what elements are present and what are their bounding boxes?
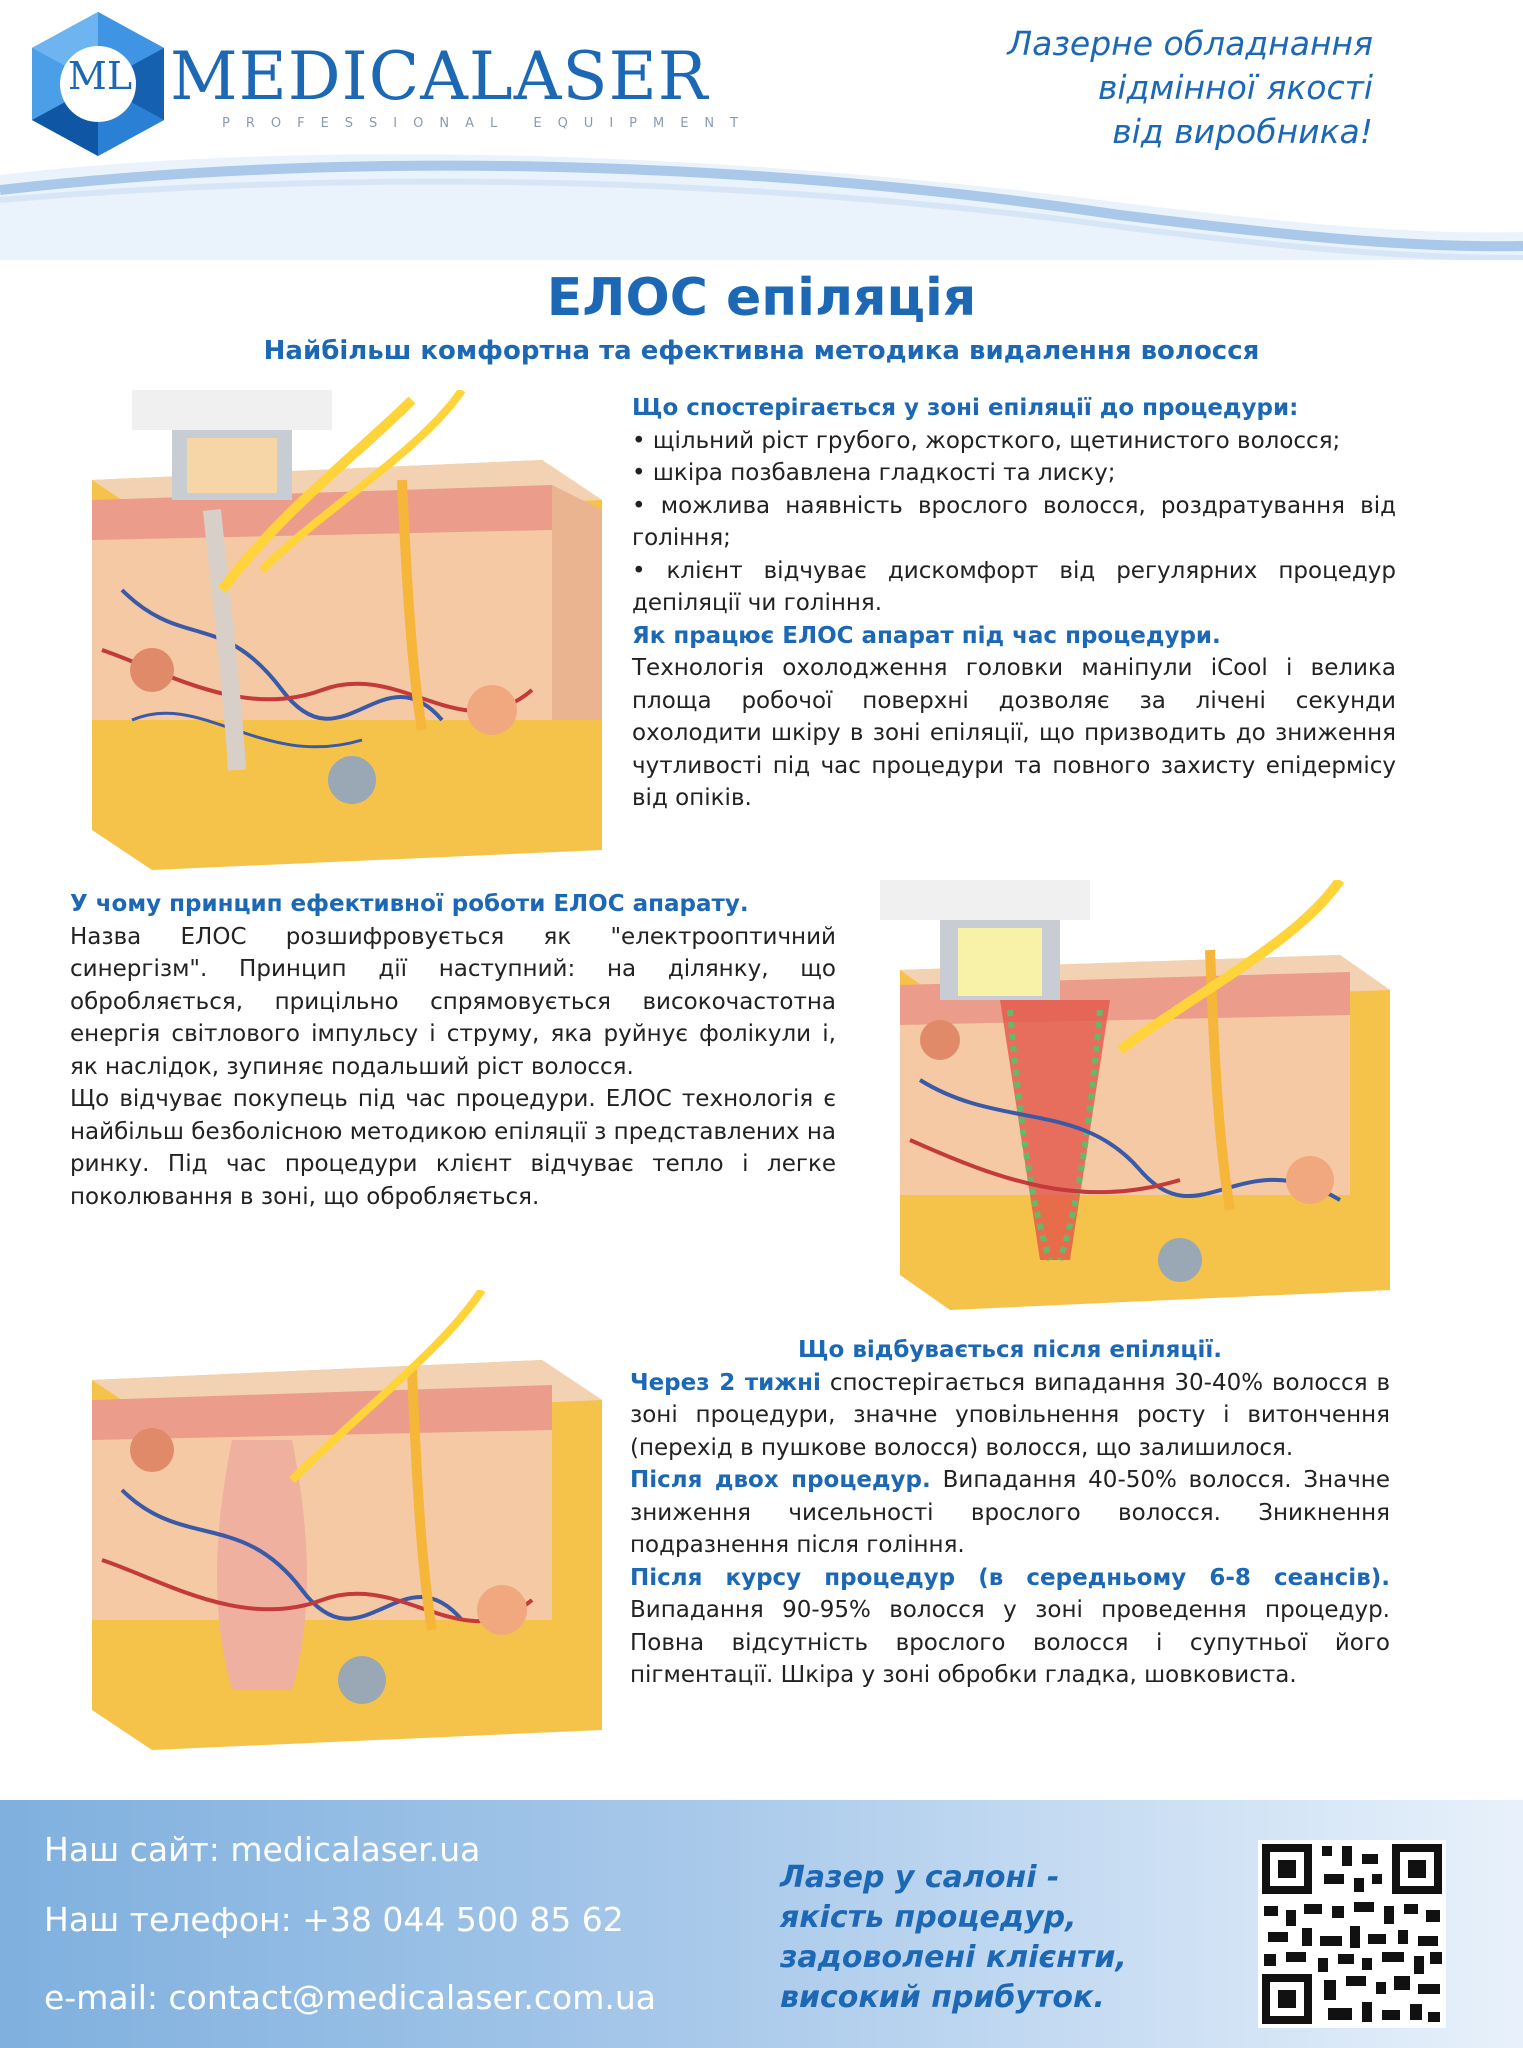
section-heading: Що відбувається після епіляції.: [798, 1337, 1222, 1363]
footer-slogan: [780, 1858, 1127, 2018]
footer-email[interactable]: e-mail: contact@medicalaser.com.ua: [44, 1978, 656, 2017]
section-after: [630, 1334, 1390, 1692]
paragraph-text: Випадання 90-95% волосся у зоні проведення процедур. Повна відсутність врослого волосся і супутньої його пігментації. Шкіра у зоні обробки гладка, шовковиста.: [630, 1597, 1390, 1688]
logo-mark: ML: [67, 54, 133, 98]
skin-illustration-after: [62, 1290, 602, 1750]
qr-code-icon[interactable]: [1258, 1840, 1446, 2028]
list-item: • щільний ріст грубого, жорсткого, щетинистого волосся;: [632, 427, 1341, 454]
list-item: • клієнт відчуває дискомфорт від регулярних процедур депіляції чи гоління.: [632, 557, 1396, 616]
paragraph-lead: Через 2 тижні: [630, 1369, 821, 1396]
paragraph-lead: Після курсу процедур (в середньому 6-8 сеансів).: [630, 1564, 1390, 1591]
section-before: [632, 392, 1396, 815]
list-item: • шкіра позбавлена гладкості та лиску;: [632, 460, 1116, 486]
skin-illustration-during: [880, 880, 1390, 1310]
slogan-line: задоволені клієнти,: [780, 1940, 1127, 1975]
section-principle: [70, 888, 836, 1213]
paragraph: Технологія охолодження головки маніпули iCool і велика площа робочої поверхні дозволяє за лічені секунди охолодити шкіру в зоні епіляції, що призводить до зниження чутливості під час процедури та повного захисту епідермісу від опіків.: [632, 655, 1396, 811]
section-heading: Що спостерігається у зоні епіляції до процедури:: [632, 395, 1299, 421]
paragraph: [630, 1367, 1390, 1465]
footer-phone[interactable]: Наш телефон: +38 044 500 85 62: [44, 1900, 624, 1939]
slogan-line: якість процедур,: [780, 1900, 1077, 1935]
paragraph-text: спостерігається випадання 30-40% волосся в зоні процедури, значне уповільнення росту і витончення (перехід в пушкове волосся) волосся, що залишилося.: [630, 1369, 1390, 1461]
paragraph: Що відчуває покупець під час процедури. ЕЛОС технологія є найбільш безболісною методикою епіляції з представлених на ринку. Під час процедури клієнт відчуває тепло і легке поколювання в зоні, що обробляється.: [70, 1086, 836, 1210]
skin-illustration-before: [62, 390, 602, 870]
slogan-line: високий прибуток.: [780, 1980, 1105, 2015]
tagline-line: від виробника!: [1112, 112, 1373, 151]
list-item: • можлива наявність врослого волосся, роздратування від гоління;: [632, 492, 1396, 551]
brand-name: MEDICALASER: [170, 38, 709, 115]
page-subtitle: Найбільш комфортна та ефективна методика видалення волосся: [263, 336, 1260, 366]
slogan-line: Лазер у салоні -: [780, 1860, 1060, 1895]
section-heading: Як працює ЕЛОС апарат під час процедури.: [632, 622, 1221, 649]
paragraph: [630, 1464, 1390, 1562]
tagline-line: Лазерне обладнання: [1007, 24, 1373, 63]
brand-subtitle: PROFESSIONAL EQUIPMENT: [222, 116, 755, 131]
header-tagline: [853, 22, 1373, 154]
paragraph-text: Випадання 40-50% волосся. Значне зниження чисельності врослого волосся. Зникнення подразнення після гоління.: [630, 1467, 1390, 1558]
page-title: ЕЛОС епіляція: [546, 268, 977, 328]
header: [0, 0, 1523, 260]
tagline-line: відмінної якості: [1097, 68, 1373, 107]
paragraph: [630, 1562, 1390, 1692]
footer-site[interactable]: Наш сайт: medicalaser.ua: [44, 1830, 481, 1869]
section-heading: У чому принцип ефективної роботи ЕЛОС апарату.: [70, 891, 749, 917]
paragraph-lead: Після двох процедур.: [630, 1467, 931, 1493]
paragraph: Назва ЕЛОС розшифровується як "електрооптичний синергізм". Принцип дії наступний: на ділянку, що обробляється, прицільно спрямовується високочастотна енергія світлового імпульсу і струму, яка руйнує фолікули і, як наслідок, зупиняє подальший ріст волосся.: [70, 923, 836, 1080]
